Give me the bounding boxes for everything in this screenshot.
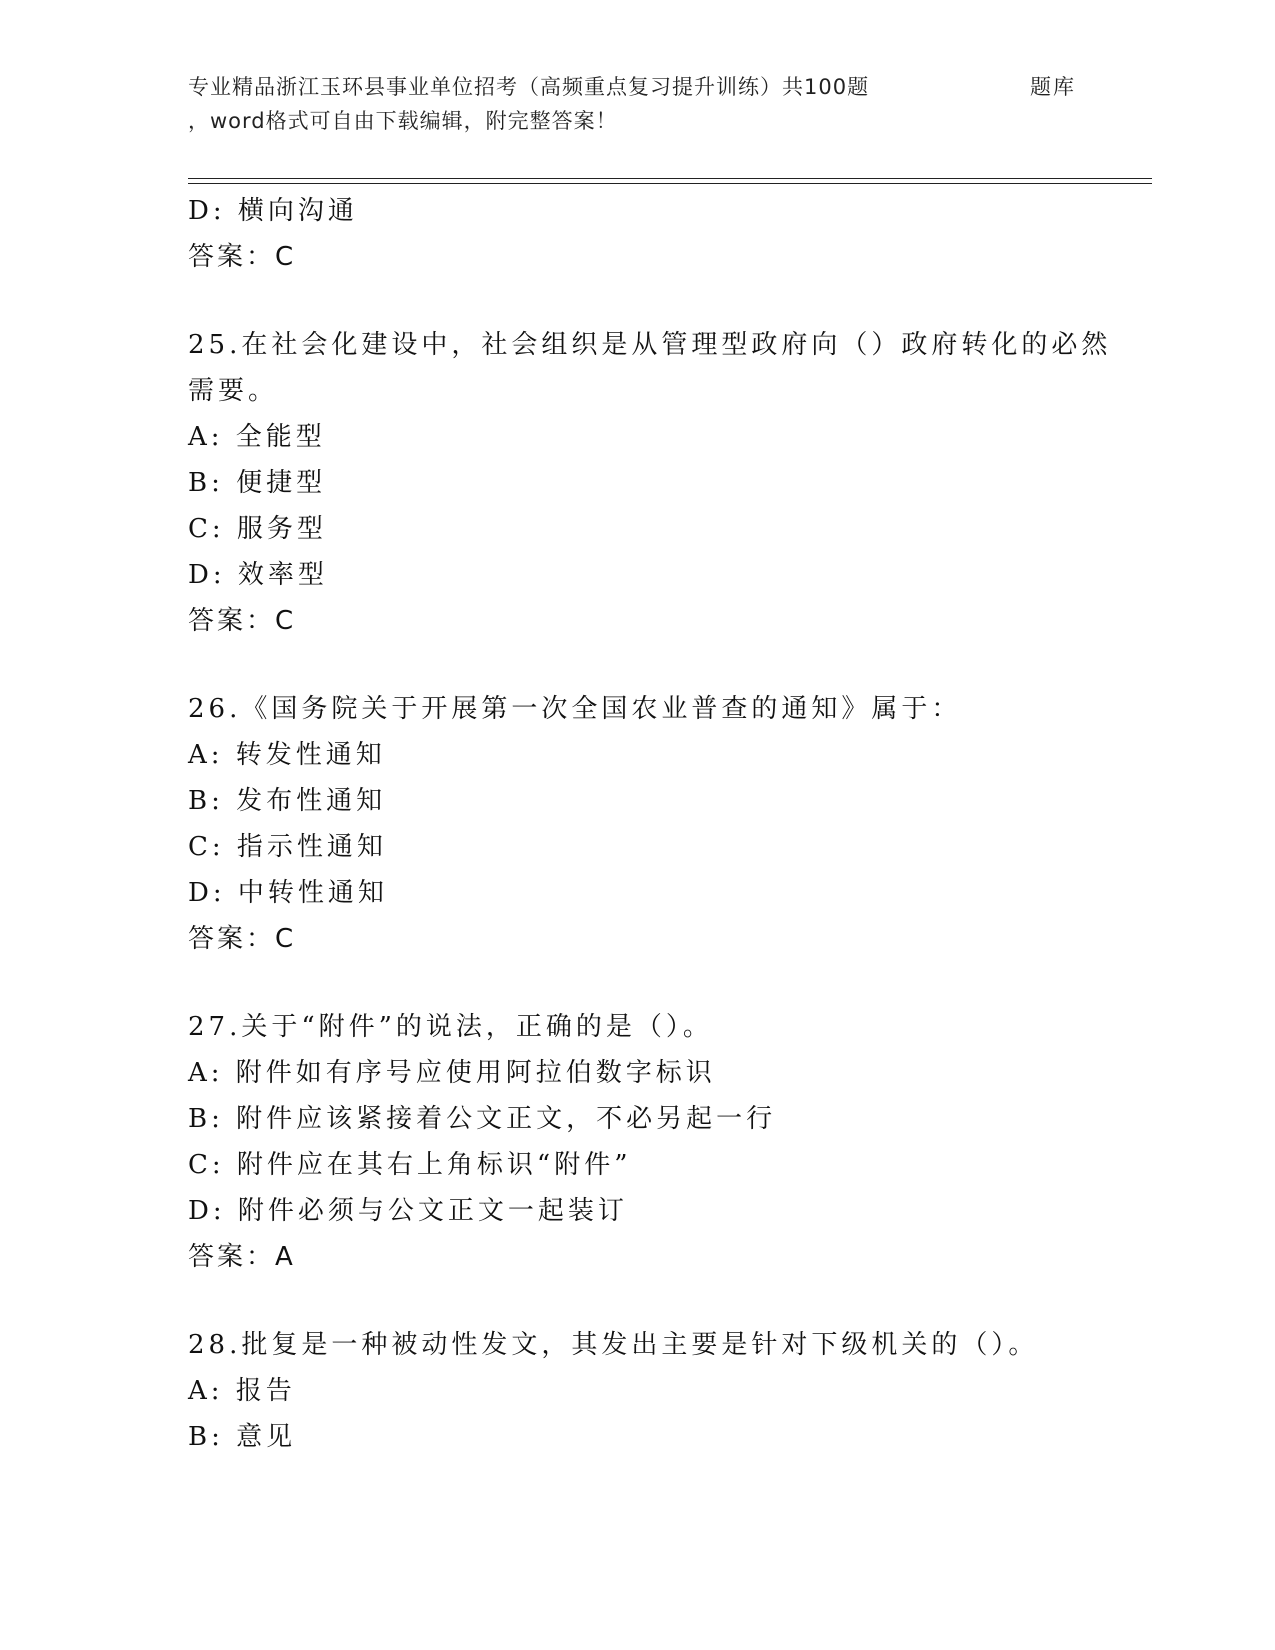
option-a: A: 转发性通知: [188, 740, 386, 770]
option-c: C: 附件应在其右上角标识“附件”: [188, 1150, 632, 1180]
option-d: D: 附件必须与公文正文一起装订: [188, 1196, 628, 1226]
option-b: B: 附件应该紧接着公文正文，不必另起一行: [188, 1104, 777, 1134]
spacer: [188, 280, 1088, 322]
spacer: [188, 644, 1088, 686]
question-26: [188, 686, 1088, 962]
option-a: A: 全能型: [188, 422, 326, 452]
option-b: B: 发布性通知: [188, 786, 387, 816]
spacer: [188, 962, 1088, 1004]
question-stem: 27.关于“附件”的说法，正确的是（）。: [188, 1012, 713, 1042]
option-a: A: 附件如有序号应使用阿拉伯数字标识: [188, 1058, 716, 1088]
question-stem-continued: 需要。: [188, 376, 279, 406]
option-b: B: 便捷型: [188, 468, 327, 498]
question-stem: 25.在社会化建设中，社会组织是从管理型政府向（）政府转化的必然: [188, 330, 1112, 360]
answer-line: 答案：C: [188, 242, 297, 272]
answer-line: 答案：C: [188, 924, 297, 954]
option-c: C: 指示性通知: [188, 832, 387, 862]
question-stem: 28.批复是一种被动性发文，其发出主要是针对下级机关的（）。: [188, 1330, 1039, 1360]
question-list: [188, 188, 1112, 1460]
question-27: [188, 1004, 1088, 1280]
option-d: D: 横向沟通: [188, 196, 358, 226]
page-header: [188, 70, 1148, 138]
header-line-1: [188, 70, 1148, 104]
question-stem: 26.《国务院关于开展第一次全国农业普查的通知》属于：: [188, 694, 962, 724]
question-24-tail: [188, 188, 1088, 280]
answer-line: 答案：A: [188, 1242, 296, 1272]
header-rule-bottom: [188, 183, 1152, 184]
option-a: A: 报告: [188, 1376, 296, 1406]
header-line-2: ，word格式可自由下载编辑，附完整答案！: [188, 109, 618, 133]
option-d: D: 中转性通知: [188, 878, 388, 908]
option-c: C: 服务型: [188, 514, 327, 544]
answer-line: 答案：C: [188, 606, 297, 636]
header-tag: 题库: [1030, 75, 1076, 99]
spacer: [188, 1280, 1088, 1322]
option-d: D: 效率型: [188, 560, 328, 590]
header-rule-top: [188, 178, 1152, 179]
question-25: [188, 322, 1112, 644]
header-title: 专业精品浙江玉环县事业单位招考（高频重点复习提升训练）共100题: [188, 75, 870, 99]
question-28: [188, 1322, 1088, 1460]
option-b: B: 意见: [188, 1422, 297, 1452]
